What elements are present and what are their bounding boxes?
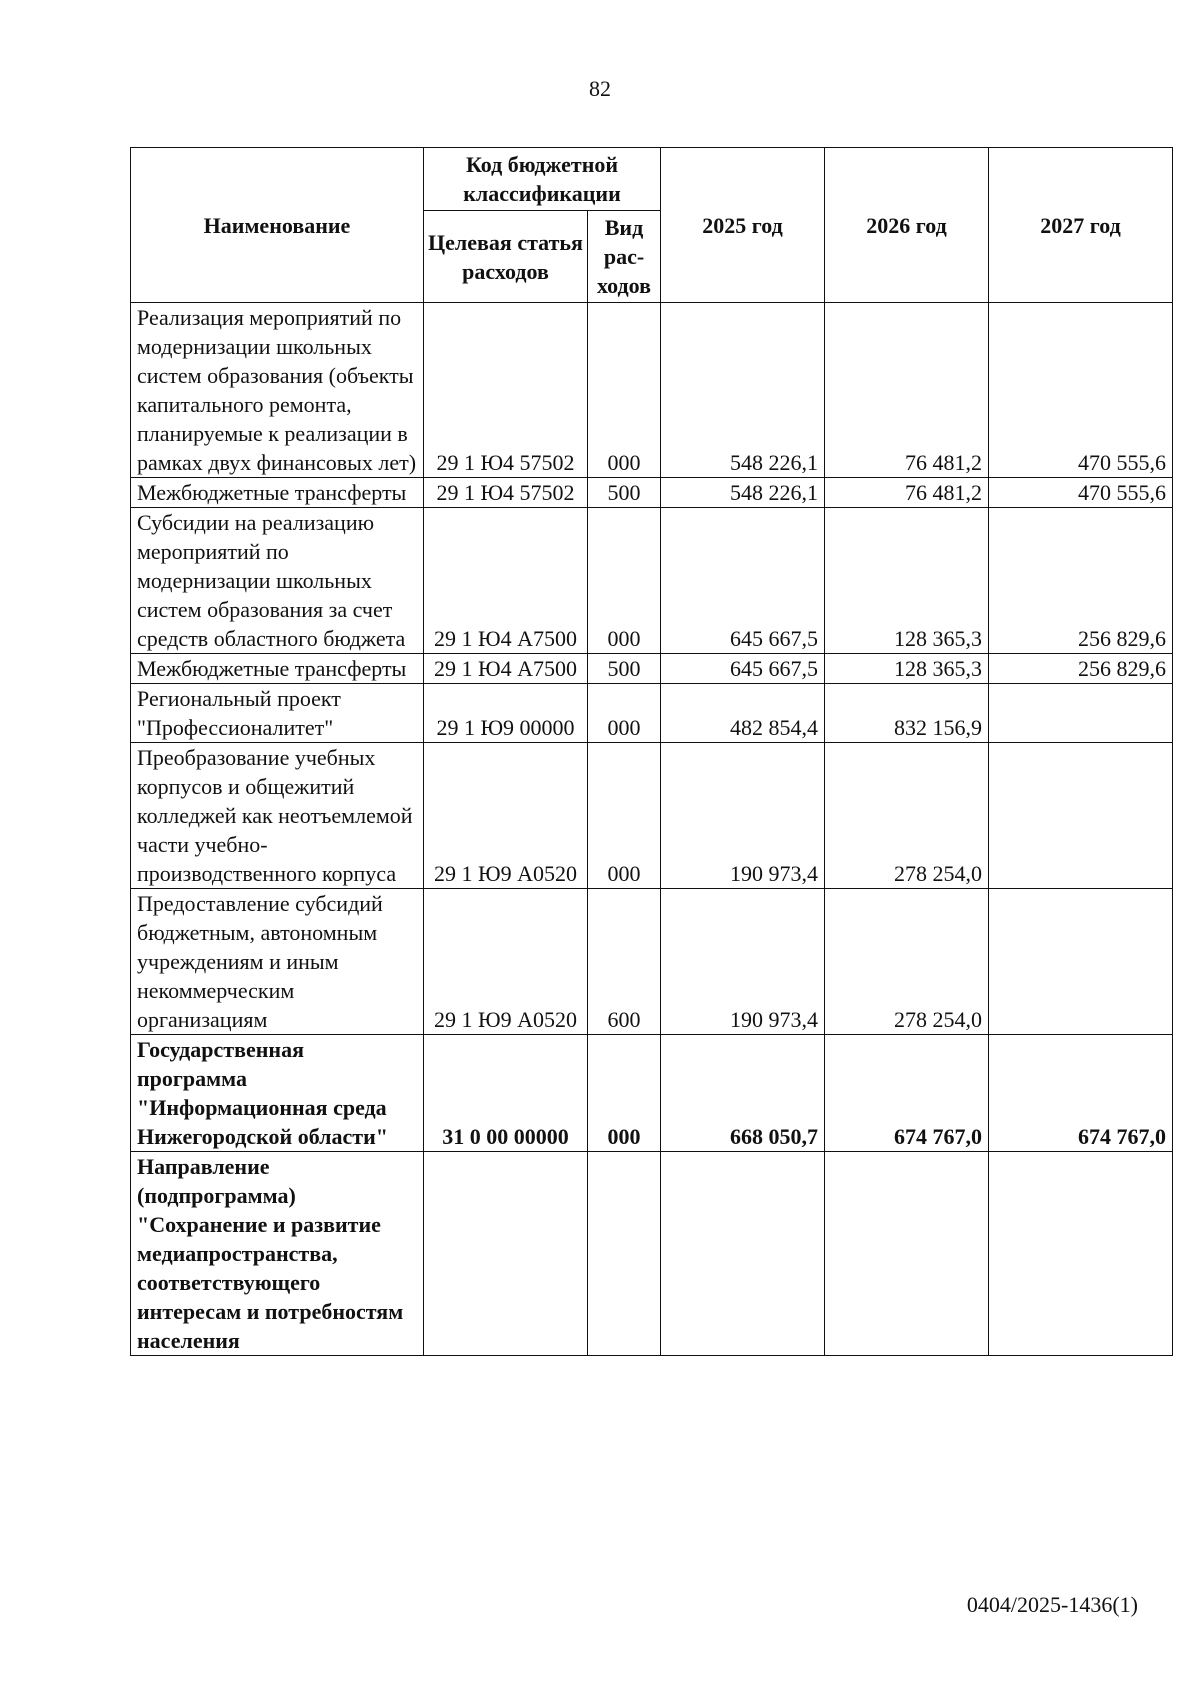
table-header-row: [131, 148, 1173, 211]
header-target: Целевая статья расходов: [424, 211, 588, 303]
row-2025: 548 226,1: [661, 478, 825, 508]
row-2027: 674 767,0: [989, 1035, 1173, 1152]
row-2026: 674 767,0: [825, 1035, 989, 1152]
row-kind: [588, 1152, 661, 1356]
table-row: [131, 889, 1173, 1035]
row-2027: 470 555,6: [989, 478, 1173, 508]
row-2027: 256 829,6: [989, 654, 1173, 684]
row-2026: 76 481,2: [825, 303, 989, 478]
budget-table: [130, 147, 1173, 1356]
table-row: [131, 508, 1173, 654]
row-2025: 482 854,4: [661, 684, 825, 743]
row-name: Направление (подпрограмма) "Сохранение и развитие медиапространства, соответствующего интересам и потребностям населения: [131, 1152, 424, 1356]
row-2026: 128 365,3: [825, 508, 989, 654]
row-2026: 128 365,3: [825, 654, 989, 684]
row-code: 29 1 Ю9 А0520: [424, 889, 588, 1035]
row-2027: [989, 743, 1173, 889]
header-2025: 2025 год: [661, 148, 825, 303]
row-2025: 668 050,7: [661, 1035, 825, 1152]
row-code: 31 0 00 00000: [424, 1035, 588, 1152]
row-code: 29 1 Ю4 57502: [424, 478, 588, 508]
row-2025: 190 973,4: [661, 743, 825, 889]
row-2025: 548 226,1: [661, 303, 825, 478]
row-2027: 470 555,6: [989, 303, 1173, 478]
table-row: [131, 743, 1173, 889]
row-2026: 832 156,9: [825, 684, 989, 743]
row-kind: 600: [588, 889, 661, 1035]
header-name: Наименование: [131, 148, 424, 303]
row-2026: 278 254,0: [825, 889, 989, 1035]
header-2027: 2027 год: [989, 148, 1173, 303]
row-kind: 500: [588, 478, 661, 508]
row-2026: [825, 1152, 989, 1356]
table-row: [131, 1152, 1173, 1356]
table-row: [131, 303, 1173, 478]
row-name: Межбюджетные трансферты: [131, 654, 424, 684]
row-kind: 000: [588, 743, 661, 889]
row-name: Преобразование учебных корпусов и общежитий колледжей как неотъемлемой части учебно-производственного корпуса: [131, 743, 424, 889]
row-name: Межбюджетные трансферты: [131, 478, 424, 508]
table-row: [131, 1035, 1173, 1152]
row-2025: 645 667,5: [661, 508, 825, 654]
header-code-group: Код бюджетной классификации: [424, 148, 661, 211]
row-2027: [989, 684, 1173, 743]
table-row: [131, 478, 1173, 508]
table-row: [131, 654, 1173, 684]
row-code: 29 1 Ю4 А7500: [424, 508, 588, 654]
row-2025: 645 667,5: [661, 654, 825, 684]
row-2027: 256 829,6: [989, 508, 1173, 654]
row-kind: 000: [588, 303, 661, 478]
row-name: Региональный проект "Профессионалитет": [131, 684, 424, 743]
row-2027: [989, 889, 1173, 1035]
row-code: 29 1 Ю4 57502: [424, 303, 588, 478]
row-kind: 000: [588, 508, 661, 654]
row-kind: 000: [588, 1035, 661, 1152]
row-kind: 500: [588, 654, 661, 684]
row-2026: 76 481,2: [825, 478, 989, 508]
row-code: 29 1 Ю9 А0520: [424, 743, 588, 889]
row-name: Реализация мероприятий по модернизации школьных систем образования (объекты капитального ремонта, планируемые к реализации в рамках двух финансовых лет): [131, 303, 424, 478]
table-row: [131, 684, 1173, 743]
row-2026: 278 254,0: [825, 743, 989, 889]
row-2025: 190 973,4: [661, 889, 825, 1035]
row-code: 29 1 Ю9 00000: [424, 684, 588, 743]
row-name: Предоставление субсидий бюджетным, автономным учреждениям и иным некоммерческим организациям: [131, 889, 424, 1035]
row-code: [424, 1152, 588, 1356]
header-2026: 2026 год: [825, 148, 989, 303]
header-kind: Вид рас-ходов: [588, 211, 661, 303]
row-name: Государственная программа "Информационная среда Нижегородской области": [131, 1035, 424, 1152]
document-code: 0404/2025-1436(1): [966, 1592, 1138, 1617]
row-2027: [989, 1152, 1173, 1356]
row-code: 29 1 Ю4 А7500: [424, 654, 588, 684]
row-name: Субсидии на реализацию мероприятий по модернизации школьных систем образования за счет средств областного бюджета: [131, 508, 424, 654]
row-kind: 000: [588, 684, 661, 743]
row-2025: [661, 1152, 825, 1356]
page-number: 82: [589, 76, 611, 101]
